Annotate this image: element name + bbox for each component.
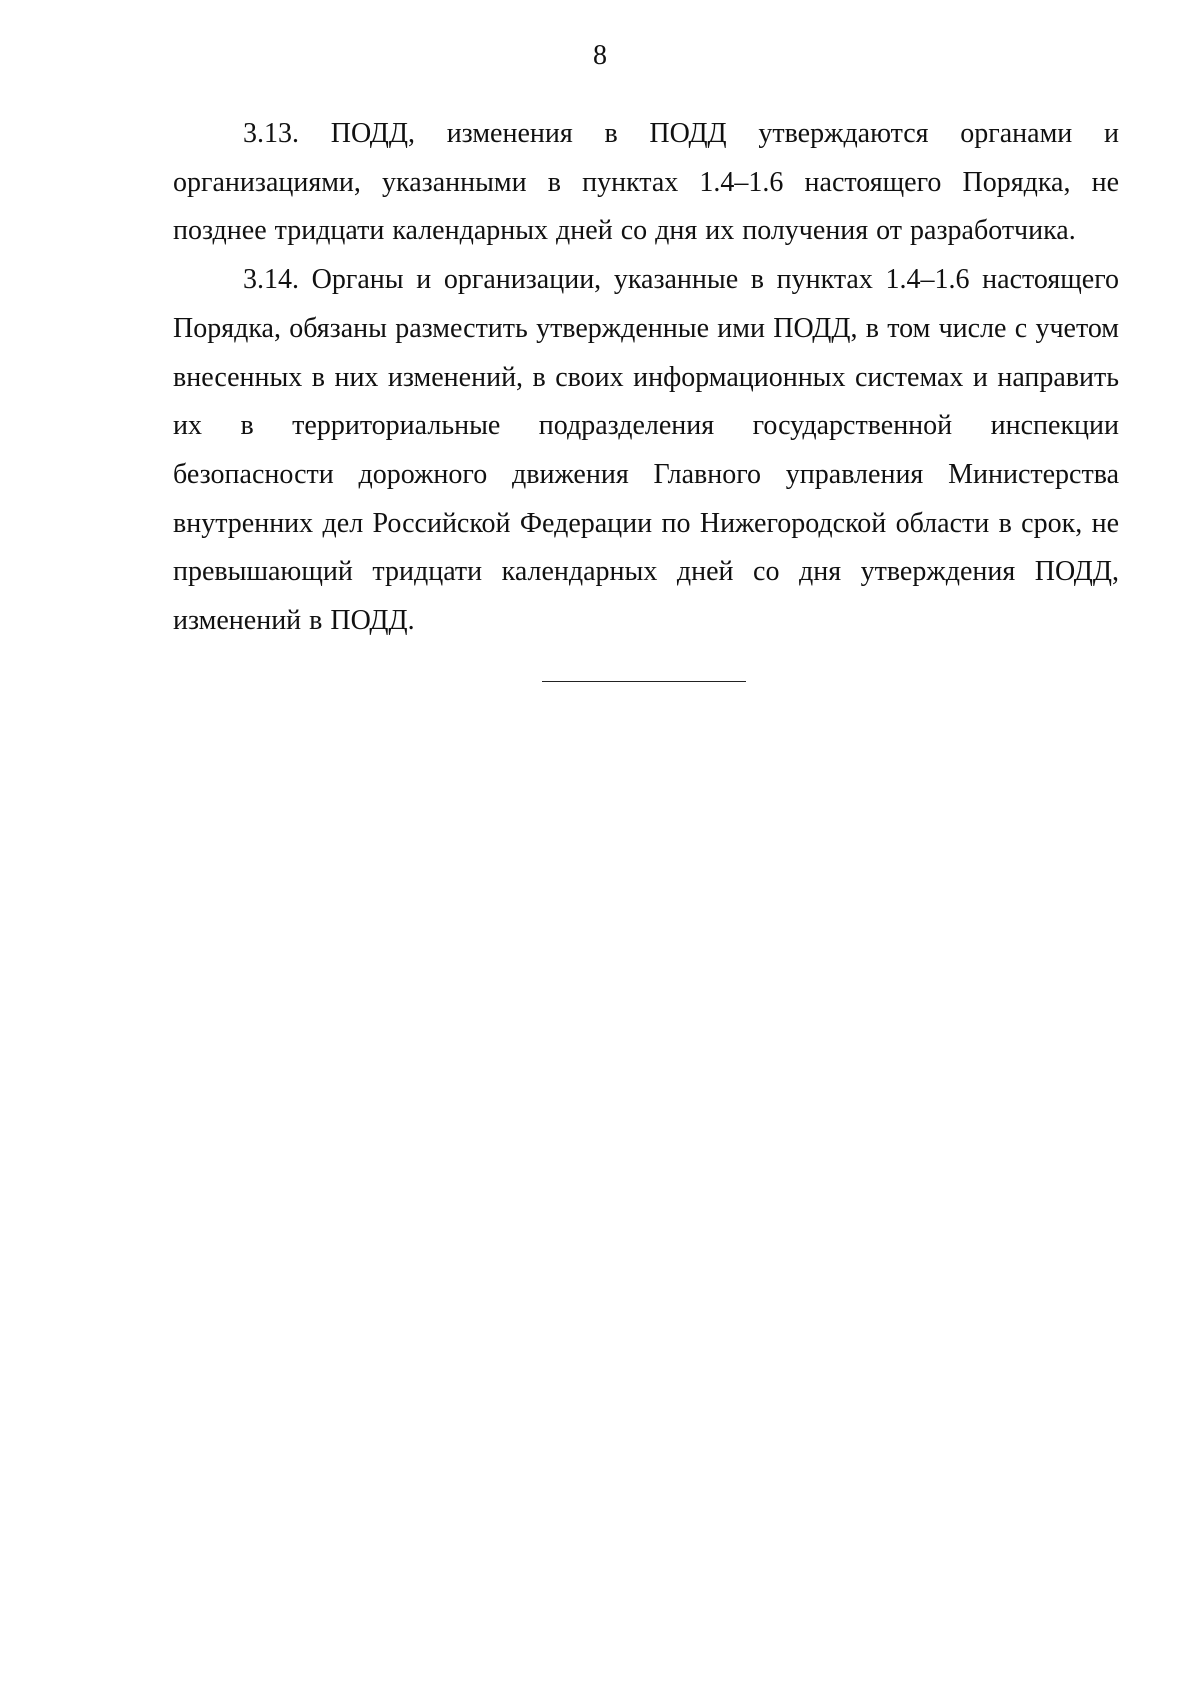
end-of-document-rule (542, 681, 746, 682)
paragraph-3-14: 3.14. Органы и организации, указанные в пунктах 1.4–1.6 настоящего Порядка, обязаны разместить утвержденные ими ПОДД, в том числе с учетом внесенных в них изменений, в своих информационных системах и направить их в территориальные подразделения государственной инспекции безопасности дорожного движения Главного управления Министерства внутренних дел Российской Федерации по Нижегородской области в срок, не превышающий тридцати календарных дней со дня утверждения ПОДД, изменений в ПОДД. (173, 264, 1119, 637)
page-number: 8 (593, 40, 607, 71)
document-body (173, 110, 1119, 646)
paragraph-3-13: 3.13. ПОДД, изменения в ПОДД утверждаются органами и организациями, указанными в пунктах 1.4–1.6 настоящего Порядка, не позднее тридцати календарных дней со дня их получения от разработчика. (173, 118, 1119, 247)
